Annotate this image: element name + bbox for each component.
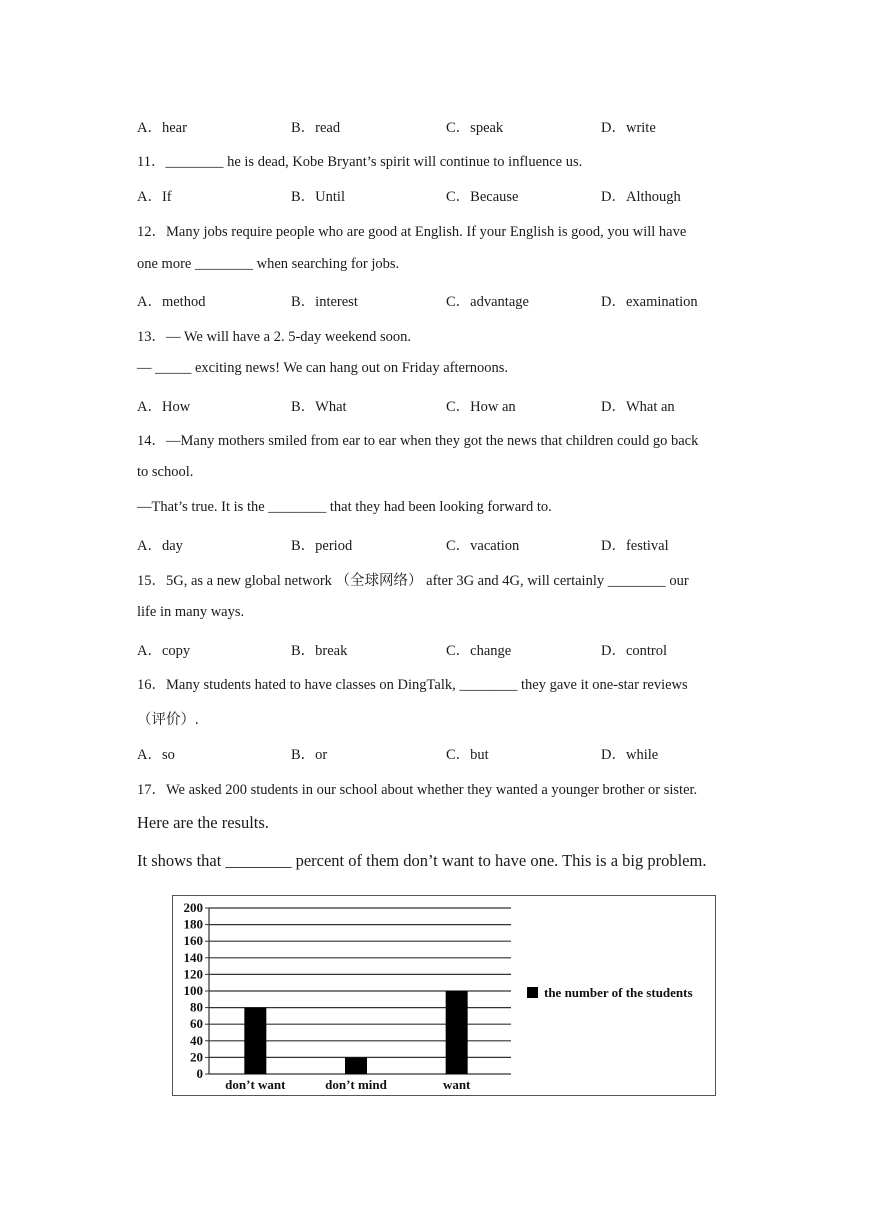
q16-option-c: C．but — [446, 747, 489, 763]
q12-stem-line2: one more ________ when searching for jobs. — [137, 256, 400, 272]
q13-stem-line2: — _____ exciting news! We can hang out on Friday afternoons. — [137, 360, 509, 376]
q12-option-a: A．method — [137, 294, 206, 310]
y-tick-label: 60 — [190, 1016, 203, 1032]
q11-stem: 11．________ he is dead, Kobe Bryant’s spirit will continue to influence us. — [137, 154, 583, 170]
q11-option-d: D．Although — [601, 189, 681, 205]
q15-option-a: A．copy — [137, 643, 191, 659]
bar — [446, 991, 468, 1074]
q15-option-b: B．break — [291, 643, 348, 659]
y-tick-label: 200 — [183, 900, 203, 915]
y-tick-label: 80 — [190, 999, 203, 1015]
q16-option-d: D．while — [601, 747, 659, 763]
q10-option-d: D．write — [601, 120, 656, 136]
q14-option-c: C．vacation — [446, 538, 520, 554]
bar — [244, 1008, 266, 1074]
q17-stem-line1: 17．We asked 200 students in our school about whether they wanted a younger brother or sister. — [137, 782, 698, 798]
q12-option-b: B．interest — [291, 294, 358, 310]
q13-option-b: B．What — [291, 399, 347, 415]
q13-option-a: A．How — [137, 399, 191, 415]
y-tick-label: 140 — [183, 949, 203, 965]
q11-option-b: B．Until — [291, 189, 345, 205]
q14-stem-line2: to school. — [137, 464, 194, 480]
q12-option-d: D．examination — [601, 294, 698, 310]
q16-stem-line1: 16．Many students hated to have classes on DingTalk, ________ they gave it one-star reviews — [137, 677, 688, 693]
y-tick-label: 0 — [196, 1066, 203, 1081]
q17-stem-line2: Here are the results. — [137, 813, 269, 832]
y-tick-label: 100 — [183, 983, 203, 998]
q10-option-c: C．speak — [446, 120, 504, 136]
q13-option-c: C．How an — [446, 399, 516, 415]
y-tick-label: 20 — [190, 1049, 203, 1065]
q12-stem-line1: 12．Many jobs require people who are good at English. If your English is good, you will have — [137, 224, 687, 240]
bar — [345, 1057, 367, 1074]
q13-stem-line1: 13．— We will have a 2. 5-day weekend soon. — [137, 329, 411, 345]
q16-option-a: A．so — [137, 747, 175, 763]
x-category-label: don’t mind — [325, 1077, 387, 1092]
y-tick-label: 180 — [183, 916, 203, 932]
q15-option-c: C．change — [446, 643, 512, 659]
x-category-label: don’t want — [225, 1077, 286, 1092]
legend-swatch — [527, 987, 538, 998]
q17-stem-line3: It shows that ________ percent of them don’t want to have one. This is a big problem. — [137, 851, 707, 870]
q15-stem-line2: life in many ways. — [137, 604, 245, 620]
q13-option-d: D．What an — [601, 399, 675, 415]
q16-option-b: B．or — [291, 747, 328, 763]
q15-stem-line1: 15．5G, as a new global network （全球网络） after 3G and 4G, will certainly ________ our — [137, 573, 689, 589]
q11-option-a: A．If — [137, 189, 172, 205]
y-tick-label: 40 — [190, 1032, 203, 1048]
legend-label: the number of the students — [544, 985, 693, 1000]
q14-stem-line3: —That’s true. It is the ________ that they had been looking forward to. — [137, 499, 552, 515]
q10-option-a: A．hear — [137, 120, 187, 136]
q16-stem-line2: （评价）. — [137, 712, 199, 728]
q14-option-b: B．period — [291, 538, 353, 554]
q14-stem-line1: 14．—Many mothers smiled from ear to ear when they got the news that children could go back — [137, 433, 699, 449]
q12-option-c: C．advantage — [446, 294, 529, 310]
chart-canvas — [173, 896, 714, 1094]
q14-option-d: D．festival — [601, 538, 669, 554]
y-tick-label: 120 — [183, 966, 203, 982]
q14-option-a: A．day — [137, 538, 183, 554]
results-bar-chart — [172, 895, 716, 1096]
q11-option-c: C．Because — [446, 189, 519, 205]
y-tick-label: 160 — [183, 933, 203, 949]
x-category-label: want — [442, 1077, 471, 1092]
q15-option-d: D．control — [601, 643, 668, 659]
q10-option-b: B．read — [291, 120, 341, 136]
